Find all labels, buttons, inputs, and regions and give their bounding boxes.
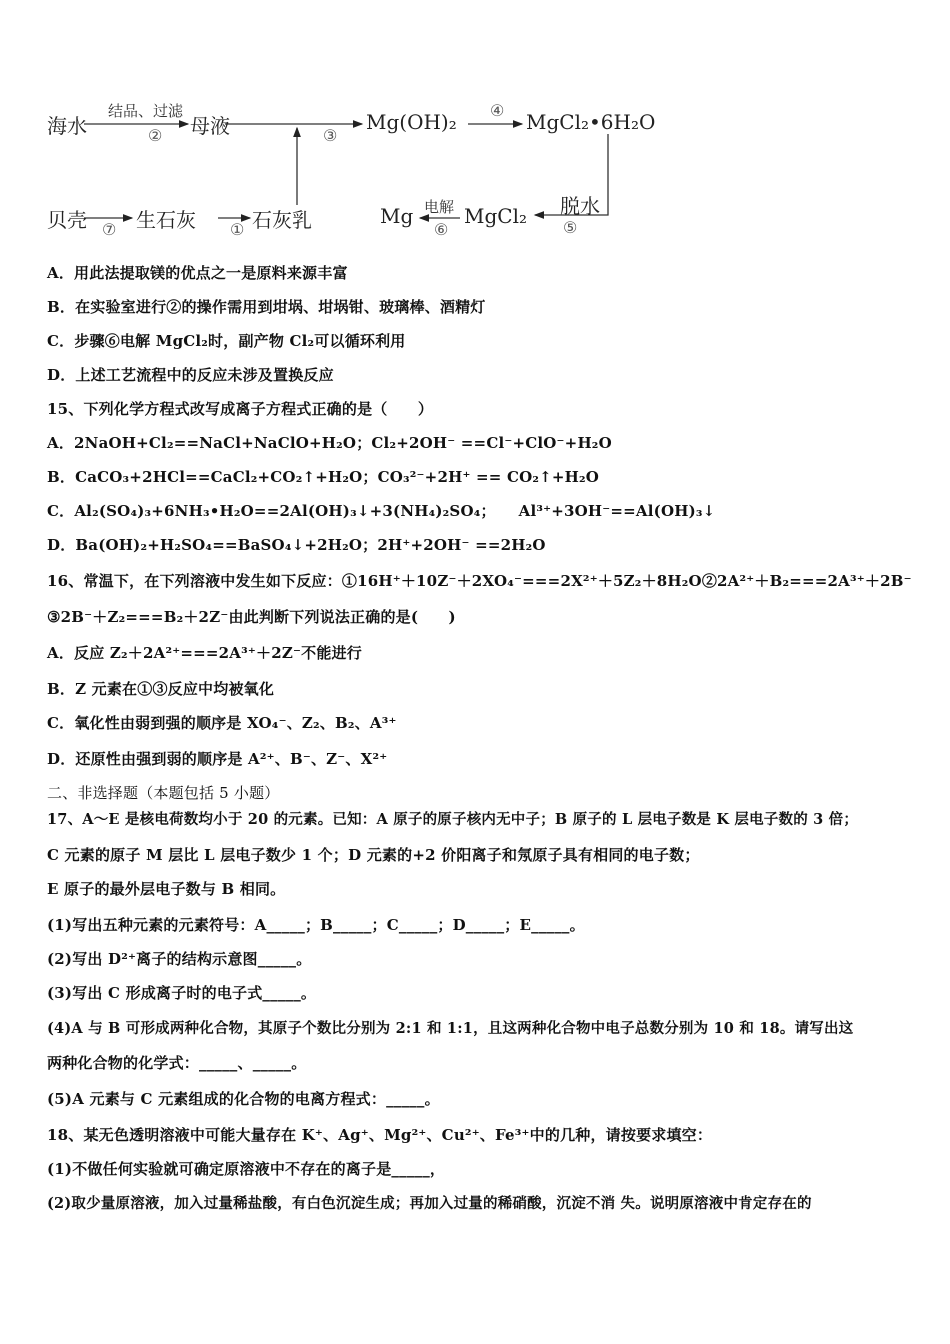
step4-number: ④ [490,101,505,120]
q17-stem-line1: 17、A～E 是核电荷数均小于 20 的元素。已知：A 原子的原子核内无中子；B 原子的 L 层电子数是 K 层电子数的 3 倍； [47,811,859,828]
q15-stem: 15、下列化学方程式改写成离子方程式正确的是（ ） [47,400,434,418]
q14-option-a: A．用此法提取镁的优点之一是原料来源丰富 [47,264,348,282]
q15-option-a: A．2NaOH+Cl₂==NaCl+NaClO+H₂O；Cl₂+2OH⁻ ==Cl⁻+ClO⁻+H₂O [47,434,612,452]
q16-stem-line1: 16、常温下，在下列溶液中发生如下反应：①16H⁺＋10Z⁻＋2XO₄⁻===2X²⁺＋5Z₂＋8H₂O②2A²⁺＋B₂===2A³⁺＋2B⁻ [47,572,912,590]
step2-label: 结品、过滤 [108,102,184,120]
q15-option-b: B．CaCO₃+2HCl==CaCl₂+CO₂↑+H₂O；CO₃²⁻+2H⁺ == CO₂↑+H₂O [47,468,600,486]
lime-milk-label: 石灰乳 [252,208,312,232]
q16-option-b: B．Z 元素在①③反应中均被氧化 [47,680,275,698]
q16-option-c: C．氧化性由弱到强的顺序是 XO₄⁻、Z₂、B₂、A³⁺ [47,714,397,732]
q15-option-d: D．Ba(OH)₂+H₂SO₄==BaSO₄↓+2H₂O；2H⁺+2OH⁻ ==2H₂O [47,536,546,554]
mgcl2-hydrate-label: MgCl₂•6H₂O [526,110,656,134]
q16-stem-line2: ③2B⁻＋Z₂===B₂＋2Z⁻由此判断下列说法正确的是( ) [47,608,456,626]
step3-number: ③ [323,126,338,145]
q16-option-d: D．还原性由强到弱的顺序是 A²⁺、B⁻、Z⁻、X²⁺ [47,750,388,768]
step5-number: ⑤ [563,218,578,237]
section-heading: 二、非选择题（本题包括 5 小题） [47,784,280,802]
q17-stem-line3: E 原子的最外层电子数与 B 相同。 [47,880,286,898]
quicklime-label: 生石灰 [136,208,196,232]
mgcl2-label: MgCl₂ [464,204,527,228]
q18-part1: (1)不做任何实验就可确定原溶液中不存在的离子是_____， [47,1160,446,1178]
step2-number: ② [148,126,163,145]
q17-part5: (5)A 元素与 C 元素组成的化合物的电离方程式：_____。 [47,1090,440,1108]
mg-label: Mg [380,204,414,228]
step6-label: 电解 [424,198,455,216]
step1-number: ① [230,220,245,239]
q14-option-b: B．在实验室进行②的操作需用到坩埚、坩埚钳、玻璃棒、酒精灯 [47,298,486,316]
q17-part4-line1: (4)A 与 B 可形成两种化合物，其原子个数比分别为 2:1 和 1:1，且这两种化合物中电子总数分别为 10 和 18。请写出这 [47,1020,854,1037]
step6-number: ⑥ [434,220,449,239]
q18-stem: 18、某无色透明溶液中可能大量存在 K⁺、Ag⁺、Mg²⁺、Cu²⁺、Fe³⁺中的几种，请按要求填空： [47,1126,713,1144]
q17-stem-line2: C 元素的原子 M 层比 L 层电子数少 1 个；D 元素的+2 价阳离子和氖原子具有相同的电子数； [47,846,700,864]
mgoh2-label: Mg(OH)₂ [366,110,457,134]
q18-part2: (2)取少量原溶液，加入过量稀盐酸，有白色沉淀生成；再加入过量的稀硝酸，沉淀不消 失。说明原溶液中肯定存在的 [47,1195,812,1212]
step7-number: ⑦ [102,220,117,239]
seawater-label: 海水 [47,114,87,138]
step5-label: 脱水 [560,194,600,218]
q17-part2: (2)写出 D²⁺离子的结构示意图_____。 [47,950,312,968]
q17-part3: (3)写出 C 形成离子时的电子式_____。 [47,984,317,1002]
mother-liquor-label: 母液 [190,114,230,138]
q17-part1: (1)写出五种元素的元素符号：A_____；B_____；C_____；D_____；E_____。 [47,916,585,934]
q16-option-a: A．反应 Z₂＋2A²⁺===2A³⁺＋2Z⁻不能进行 [47,644,362,662]
q14-option-c: C．步骤⑥电解 MgCl₂时，副产物 Cl₂可以循环利用 [47,332,406,350]
q17-part4-line2: 两种化合物的化学式：_____、_____。 [47,1054,307,1072]
q14-option-d: D．上述工艺流程中的反应未涉及置换反应 [47,366,334,384]
q15-option-c: C．Al₂(SO₄)₃+6NH₃•H₂O==2Al(OH)₃↓+3(NH₄)₂SO₄； Al³⁺+3OH⁻==Al(OH)₃↓ [47,502,716,520]
shell-label: 贝壳 [47,208,87,232]
